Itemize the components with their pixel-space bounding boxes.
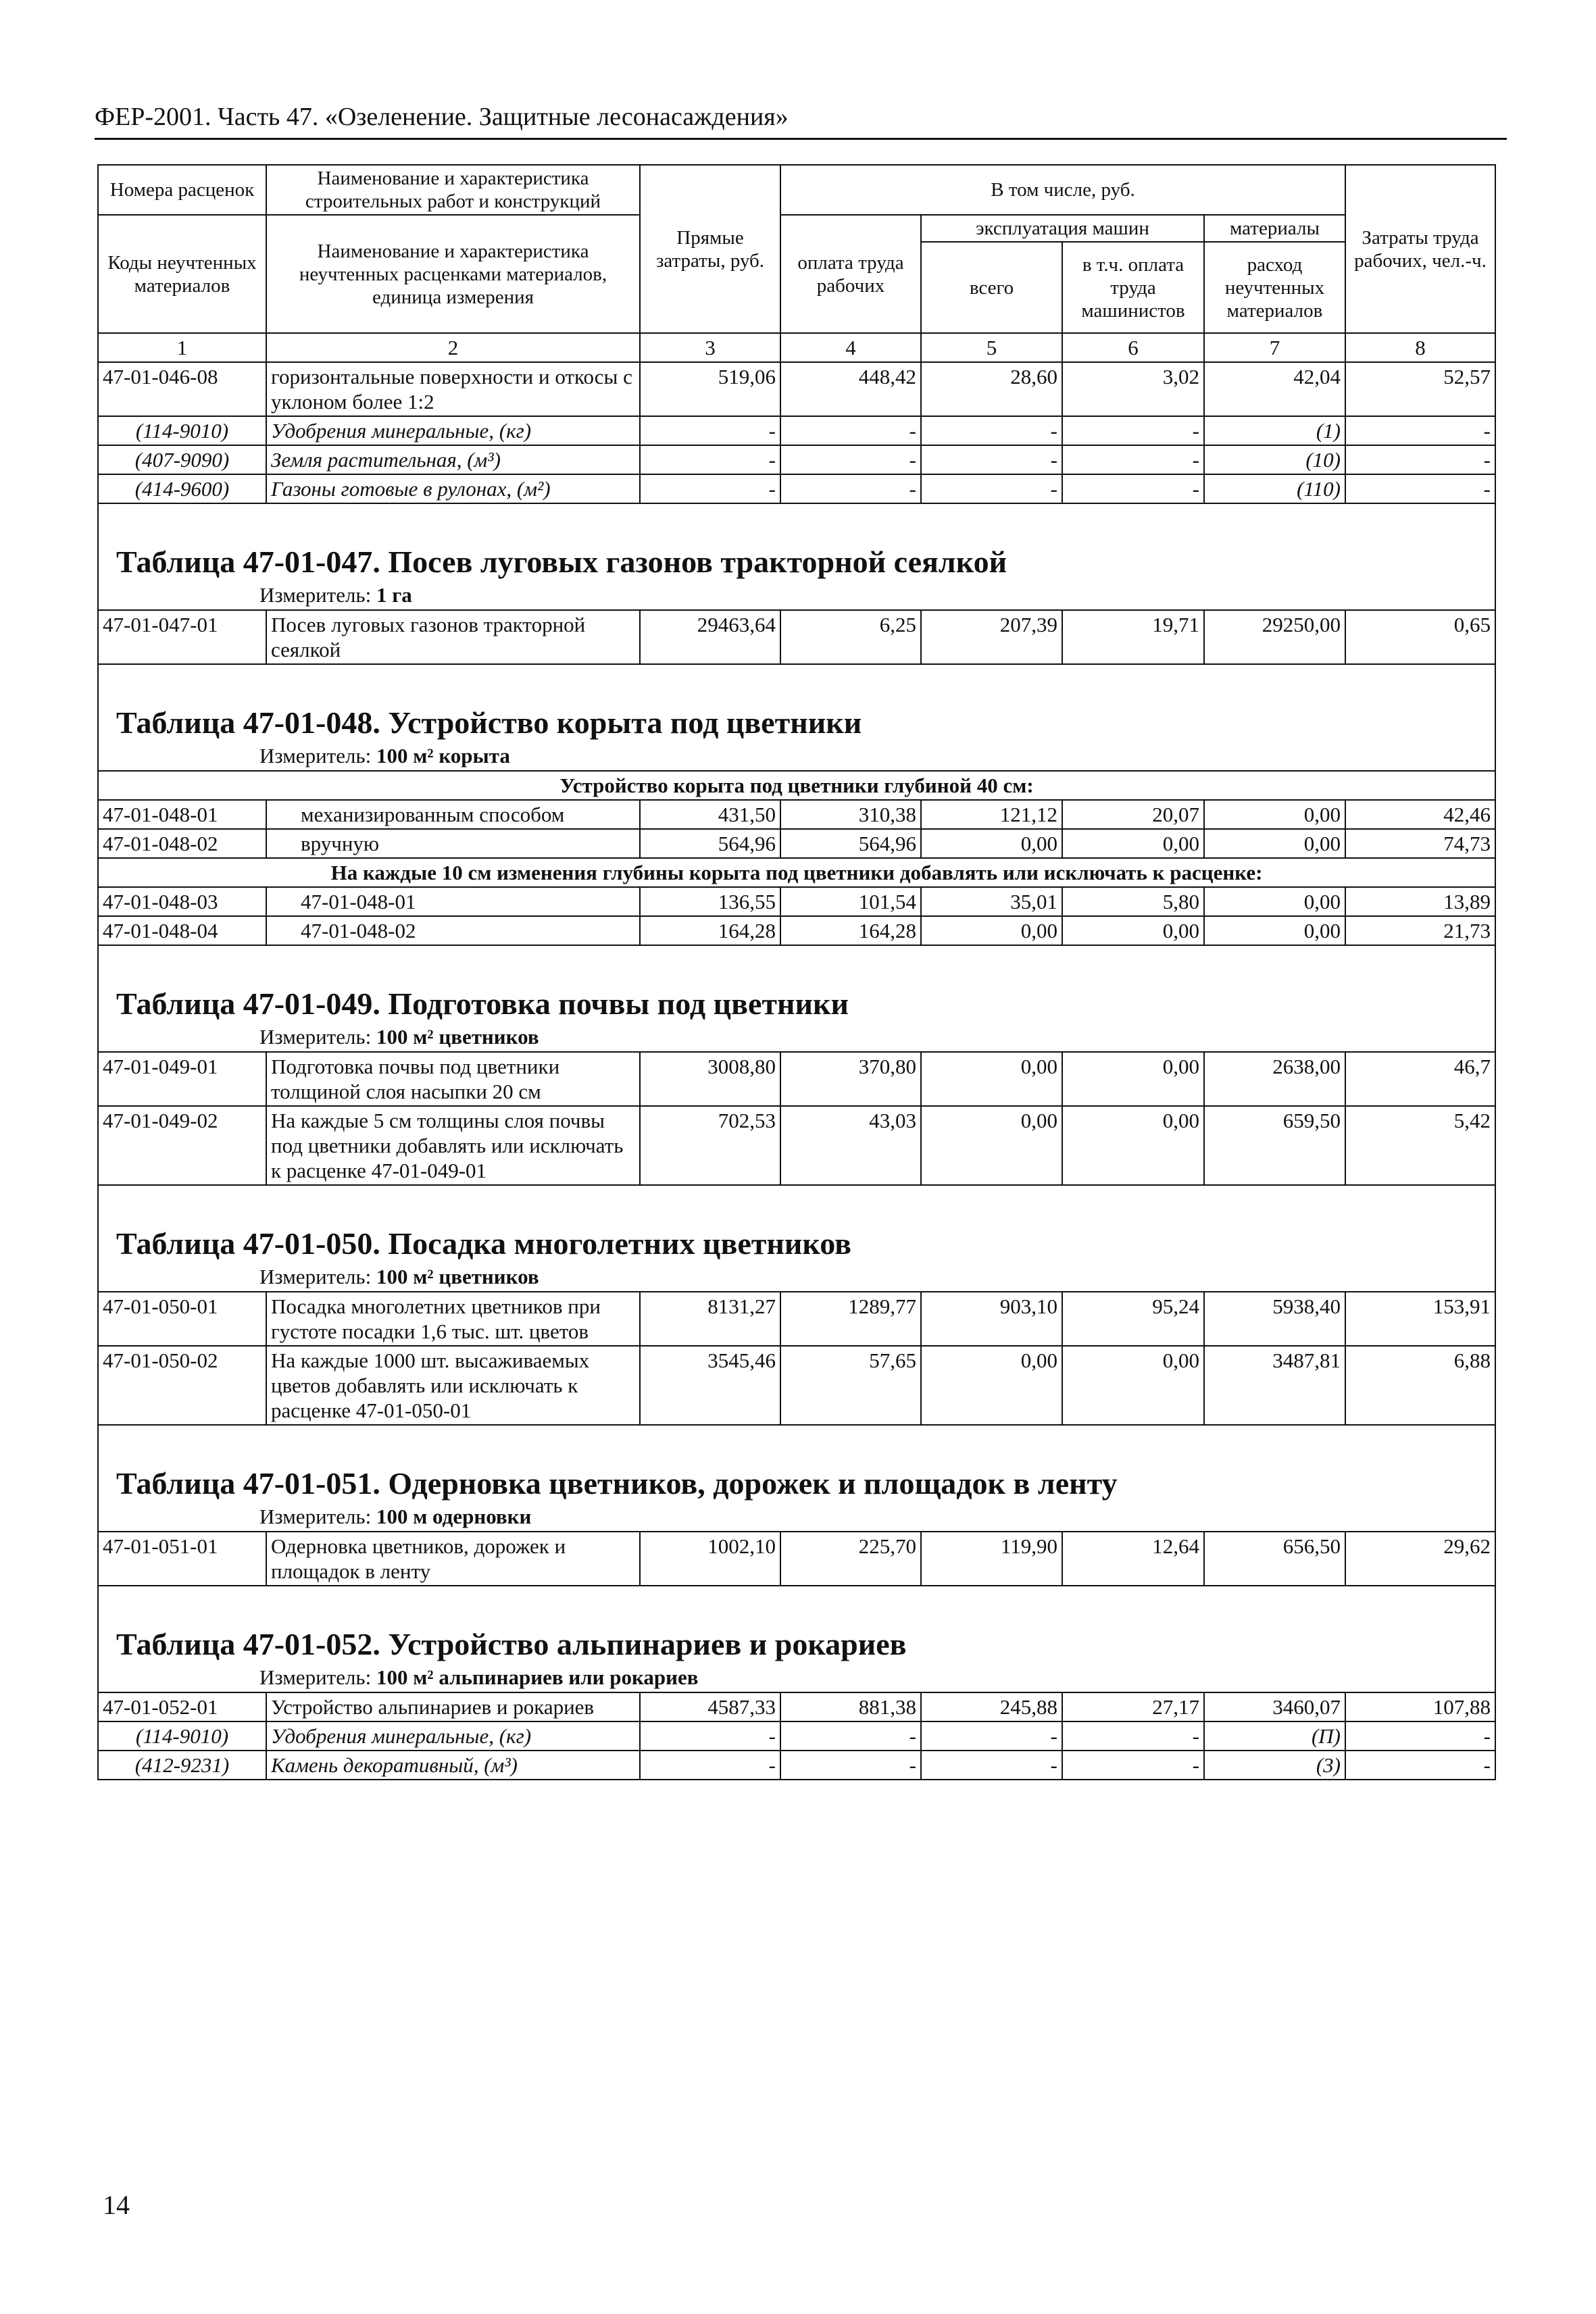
header-name-top: Наименование и характеристика строительных работ и конструкций	[266, 165, 640, 215]
table-row	[98, 1692, 1495, 1721]
table-row	[98, 916, 1495, 945]
table-row	[98, 1346, 1495, 1425]
table-row	[98, 1292, 1495, 1346]
labor-pay: 1289,77	[780, 1292, 921, 1346]
machines-total: 28,60	[921, 362, 1062, 416]
measure-label: Измеритель:	[259, 744, 372, 768]
column-number: 3	[640, 333, 780, 362]
material-name: Удобрения минеральные, (кг)	[266, 1721, 640, 1751]
direct-costs: 4587,33	[640, 1692, 780, 1721]
rate-name: Подготовка почвы под цветники толщиной слоя насыпки 20 см	[266, 1052, 640, 1106]
materials-cost: 5938,40	[1204, 1292, 1345, 1346]
labor-hours: 42,46	[1345, 800, 1495, 829]
header-materials-unaccounted: расход неучтенных материалов	[1204, 242, 1345, 333]
materials-cost: 29250,00	[1204, 610, 1345, 664]
labor-pay: 310,38	[780, 800, 921, 829]
section-title: Таблица 47-01-049. Подготовка почвы под цветники	[98, 973, 1495, 1024]
labor-hours: 46,7	[1345, 1052, 1495, 1106]
material-consumption: (110)	[1204, 474, 1345, 503]
table-row	[98, 1532, 1495, 1586]
rate-code: 47-01-049-02	[98, 1106, 266, 1185]
material-name: Удобрения минеральные, (кг)	[266, 416, 640, 445]
labor-pay: -	[780, 1751, 921, 1780]
direct-costs: -	[640, 1721, 780, 1751]
rate-code: 47-01-048-04	[98, 916, 266, 945]
labor-hours: 6,88	[1345, 1346, 1495, 1425]
measure-value: 100 м одерновки	[376, 1505, 532, 1528]
materials-cost: 3487,81	[1204, 1346, 1345, 1425]
material-code: (114-9010)	[98, 1721, 266, 1751]
header-including: В том числе, руб.	[780, 165, 1345, 215]
direct-costs: 136,55	[640, 887, 780, 916]
material-row	[98, 1721, 1495, 1751]
rate-name: вручную	[266, 829, 640, 858]
header-labor-pay: оплата труда рабочих	[780, 215, 921, 333]
direct-costs: -	[640, 474, 780, 503]
rate-code: 47-01-052-01	[98, 1692, 266, 1721]
machinist-pay: -	[1062, 474, 1204, 503]
page-header: ФЕР-2001. Часть 47. «Озеленение. Защитные лесонасаждения»	[95, 103, 789, 131]
rate-name: Посадка многолетних цветников при густоте посадки 1,6 тыс. шт. цветов	[266, 1292, 640, 1346]
rate-name: На каждые 1000 шт. высаживаемых цветов добавлять или исключать к расценке 47-01-050-01	[266, 1346, 640, 1425]
measure-label: Измеритель:	[259, 583, 372, 607]
material-code: (412-9231)	[98, 1751, 266, 1780]
labor-hours: 74,73	[1345, 829, 1495, 858]
labor-pay: 57,65	[780, 1346, 921, 1425]
section-gap	[98, 1586, 1495, 1613]
rates-table	[97, 164, 1496, 1780]
direct-costs: -	[640, 1751, 780, 1780]
subsection-heading: На каждые 10 см изменения глубины корыта под цветники добавлять или исключать к расценке:	[98, 858, 1495, 887]
section-title: Таблица 47-01-052. Устройство альпинариев и рокариев	[98, 1613, 1495, 1665]
labor-pay: -	[780, 474, 921, 503]
section-title: Таблица 47-01-050. Посадка многолетних цветников	[98, 1213, 1495, 1264]
machines-total: -	[921, 474, 1062, 503]
materials-cost: 656,50	[1204, 1532, 1345, 1586]
labor-pay: -	[780, 1721, 921, 1751]
material-name: Земля растительная, (м³)	[266, 445, 640, 474]
labor-hours: -	[1345, 445, 1495, 474]
material-row	[98, 445, 1495, 474]
labor-hours: -	[1345, 1751, 1495, 1780]
measure-label: Измеритель:	[259, 1025, 372, 1049]
header-materials: материалы	[1204, 215, 1345, 242]
labor-hours: 13,89	[1345, 887, 1495, 916]
labor-pay: -	[780, 416, 921, 445]
rate-name: Одерновка цветников, дорожек и площадок в ленту	[266, 1532, 640, 1586]
machines-total: 207,39	[921, 610, 1062, 664]
column-number: 2	[266, 333, 640, 362]
machinist-pay: -	[1062, 445, 1204, 474]
material-code: (407-9090)	[98, 445, 266, 474]
header-machinist-pay: в т.ч. оплата труда машинистов	[1062, 242, 1204, 333]
measure-unit	[98, 1665, 1495, 1692]
rate-name: 47-01-048-01	[266, 887, 640, 916]
rate-code: 47-01-048-02	[98, 829, 266, 858]
rate-code: 47-01-050-01	[98, 1292, 266, 1346]
machinist-pay: 95,24	[1062, 1292, 1204, 1346]
machinist-pay: 19,71	[1062, 610, 1204, 664]
column-number: 7	[1204, 333, 1345, 362]
machines-total: -	[921, 1721, 1062, 1751]
column-number: 8	[1345, 333, 1495, 362]
table-row	[98, 800, 1495, 829]
direct-costs: 702,53	[640, 1106, 780, 1185]
rate-name: На каждые 5 см толщины слоя почвы под цветники добавлять или исключать к расценке 47-01-049-01	[266, 1106, 640, 1185]
machines-total: 0,00	[921, 1052, 1062, 1106]
table-row	[98, 1106, 1495, 1185]
rate-name: горизонтальные поверхности и откосы с уклоном более 1:2	[266, 362, 640, 416]
labor-hours: 107,88	[1345, 1692, 1495, 1721]
table-row	[98, 362, 1495, 416]
machinist-pay: -	[1062, 1721, 1204, 1751]
section-gap	[98, 1185, 1495, 1213]
material-code: (114-9010)	[98, 416, 266, 445]
labor-pay: 881,38	[780, 1692, 921, 1721]
header-code-top: Номера расценок	[98, 165, 266, 215]
materials-cost: 0,00	[1204, 800, 1345, 829]
machinist-pay: -	[1062, 416, 1204, 445]
direct-costs: 8131,27	[640, 1292, 780, 1346]
labor-hours: 52,57	[1345, 362, 1495, 416]
rate-name: 47-01-048-02	[266, 916, 640, 945]
machinist-pay: 0,00	[1062, 829, 1204, 858]
column-number: 5	[921, 333, 1062, 362]
material-row	[98, 416, 1495, 445]
header-machines: эксплуатация машин	[921, 215, 1204, 242]
material-consumption: (1)	[1204, 416, 1345, 445]
rate-code: 47-01-048-03	[98, 887, 266, 916]
measure-unit	[98, 1024, 1495, 1052]
page-number: 14	[103, 2190, 130, 2220]
direct-costs: 519,06	[640, 362, 780, 416]
machines-total: 245,88	[921, 1692, 1062, 1721]
machines-total: 903,10	[921, 1292, 1062, 1346]
rate-code: 47-01-047-01	[98, 610, 266, 664]
labor-pay: 370,80	[780, 1052, 921, 1106]
labor-hours: 21,73	[1345, 916, 1495, 945]
labor-hours: -	[1345, 416, 1495, 445]
rate-code: 47-01-048-01	[98, 800, 266, 829]
direct-costs: -	[640, 416, 780, 445]
material-row	[98, 1751, 1495, 1780]
machinist-pay: 0,00	[1062, 1106, 1204, 1185]
material-code: (414-9600)	[98, 474, 266, 503]
column-number: 1	[98, 333, 266, 362]
materials-cost: 0,00	[1204, 829, 1345, 858]
measure-value: 100 м² корыта	[376, 744, 510, 768]
machines-total: 119,90	[921, 1532, 1062, 1586]
material-consumption: (3)	[1204, 1751, 1345, 1780]
machinist-pay: 0,00	[1062, 1052, 1204, 1106]
column-number: 4	[780, 333, 921, 362]
machines-total: 0,00	[921, 1106, 1062, 1185]
direct-costs: 564,96	[640, 829, 780, 858]
rate-code: 47-01-049-01	[98, 1052, 266, 1106]
direct-costs: 3545,46	[640, 1346, 780, 1425]
header-labor-hours: Затраты труда рабочих, чел.-ч.	[1345, 165, 1495, 333]
rate-name: Устройство альпинариев и рокариев	[266, 1692, 640, 1721]
labor-pay: -	[780, 445, 921, 474]
section-gap	[98, 503, 1495, 531]
table-row	[98, 887, 1495, 916]
measure-label: Измеритель:	[259, 1505, 372, 1528]
machinist-pay: 27,17	[1062, 1692, 1204, 1721]
direct-costs: 164,28	[640, 916, 780, 945]
table-row	[98, 829, 1495, 858]
labor-hours: 29,62	[1345, 1532, 1495, 1586]
rate-code: 47-01-046-08	[98, 362, 266, 416]
measure-unit	[98, 582, 1495, 610]
section-gap	[98, 945, 1495, 973]
machinist-pay: 3,02	[1062, 362, 1204, 416]
direct-costs: 29463,64	[640, 610, 780, 664]
materials-cost: 659,50	[1204, 1106, 1345, 1185]
measure-unit	[98, 743, 1495, 771]
labor-hours: 153,91	[1345, 1292, 1495, 1346]
header-direct-costs: Прямые затраты, руб.	[640, 165, 780, 333]
labor-pay: 225,70	[780, 1532, 921, 1586]
material-row	[98, 474, 1495, 503]
measure-unit	[98, 1504, 1495, 1532]
direct-costs: -	[640, 445, 780, 474]
rate-name: Посев луговых газонов тракторной сеялкой	[266, 610, 640, 664]
page-header-rule	[95, 138, 1507, 140]
material-name: Газоны готовые в рулонах, (м²)	[266, 474, 640, 503]
direct-costs: 3008,80	[640, 1052, 780, 1106]
section-gap	[98, 1425, 1495, 1453]
table-row	[98, 1052, 1495, 1106]
machinist-pay: 5,80	[1062, 887, 1204, 916]
machinist-pay: 20,07	[1062, 800, 1204, 829]
measure-label: Измеритель:	[259, 1665, 372, 1689]
rate-code: 47-01-051-01	[98, 1532, 266, 1586]
labor-pay: 6,25	[780, 610, 921, 664]
labor-hours: 0,65	[1345, 610, 1495, 664]
machines-total: 35,01	[921, 887, 1062, 916]
material-name: Камень декоративный, (м³)	[266, 1751, 640, 1780]
section-title: Таблица 47-01-047. Посев луговых газонов тракторной сеялкой	[98, 531, 1495, 582]
machinist-pay: 12,64	[1062, 1532, 1204, 1586]
header-code-bottom: Коды неучтенных материалов	[98, 215, 266, 333]
labor-pay: 43,03	[780, 1106, 921, 1185]
measure-value: 1 га	[376, 583, 412, 607]
header-machines-total: всего	[921, 242, 1062, 333]
labor-pay: 448,42	[780, 362, 921, 416]
rate-code: 47-01-050-02	[98, 1346, 266, 1425]
machinist-pay: 0,00	[1062, 916, 1204, 945]
machines-total: 0,00	[921, 1346, 1062, 1425]
subsection-heading: Устройство корыта под цветники глубиной 40 см:	[98, 771, 1495, 800]
header-name-bottom: Наименование и характеристика неучтенных расценками материалов, единица измерения	[266, 215, 640, 333]
measure-value: 100 м² альпинариев или рокариев	[376, 1665, 699, 1689]
column-number: 6	[1062, 333, 1204, 362]
machinist-pay: -	[1062, 1751, 1204, 1780]
section-gap	[98, 664, 1495, 692]
material-consumption: (10)	[1204, 445, 1345, 474]
materials-cost: 2638,00	[1204, 1052, 1345, 1106]
machines-total: 0,00	[921, 916, 1062, 945]
machines-total: -	[921, 445, 1062, 474]
labor-pay: 101,54	[780, 887, 921, 916]
machines-total: 0,00	[921, 829, 1062, 858]
measure-unit	[98, 1264, 1495, 1292]
machines-total: -	[921, 1751, 1062, 1780]
machines-total: -	[921, 416, 1062, 445]
measure-value: 100 м² цветников	[376, 1025, 539, 1049]
labor-pay: 164,28	[780, 916, 921, 945]
materials-cost: 0,00	[1204, 916, 1345, 945]
machines-total: 121,12	[921, 800, 1062, 829]
direct-costs: 1002,10	[640, 1532, 780, 1586]
section-title: Таблица 47-01-051. Одерновка цветников, дорожек и площадок в ленту	[98, 1453, 1495, 1504]
direct-costs: 431,50	[640, 800, 780, 829]
labor-hours: 5,42	[1345, 1106, 1495, 1185]
table-row	[98, 610, 1495, 664]
labor-hours: -	[1345, 474, 1495, 503]
materials-cost: 0,00	[1204, 887, 1345, 916]
measure-value: 100 м² цветников	[376, 1265, 539, 1288]
measure-label: Измеритель:	[259, 1265, 372, 1288]
rate-name: механизированным способом	[266, 800, 640, 829]
materials-cost: 42,04	[1204, 362, 1345, 416]
materials-cost: 3460,07	[1204, 1692, 1345, 1721]
material-consumption: (П)	[1204, 1721, 1345, 1751]
machinist-pay: 0,00	[1062, 1346, 1204, 1425]
labor-pay: 564,96	[780, 829, 921, 858]
section-title: Таблица 47-01-048. Устройство корыта под цветники	[98, 692, 1495, 743]
labor-hours: -	[1345, 1721, 1495, 1751]
